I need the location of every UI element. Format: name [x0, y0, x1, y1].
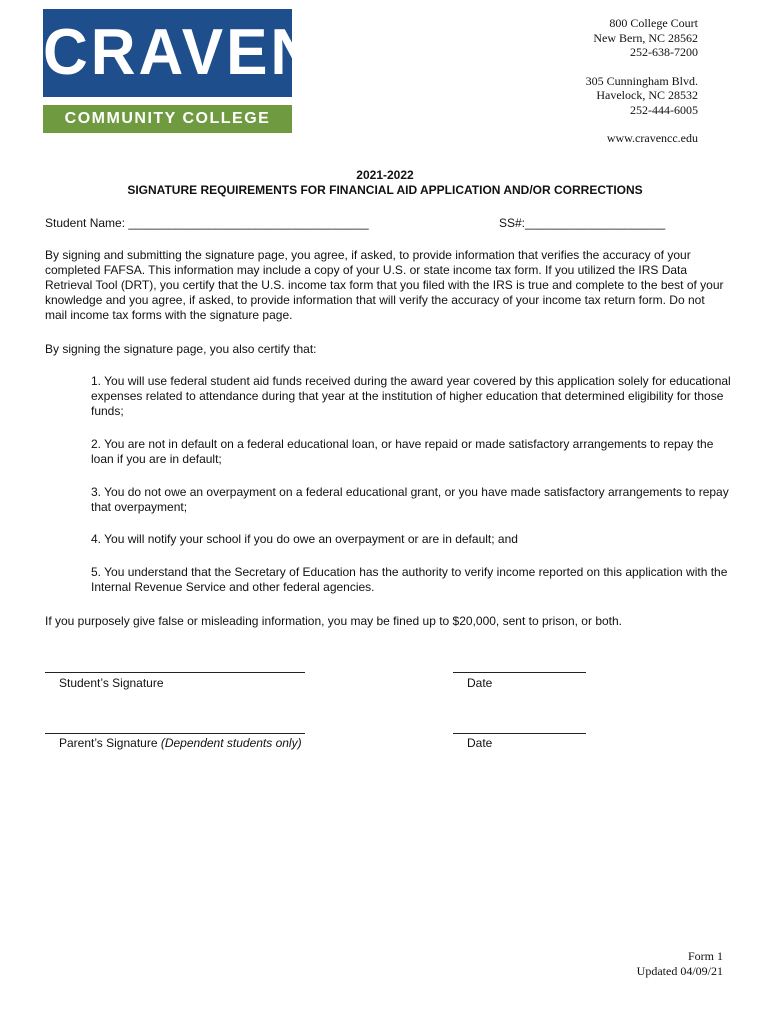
form-title: SIGNATURE REQUIREMENTS FOR FINANCIAL AID APPLICATION AND/OR CORRECTIONS: [127, 183, 643, 197]
certification-item: 4. You will notify your school if you do owe an overpayment or are in default; and: [91, 532, 518, 546]
address-block: [586, 16, 698, 146]
phone-number: 252-444-6005: [630, 102, 698, 117]
address-line: 800 College Court: [609, 16, 698, 30]
dependent-note: (Dependent students only): [160, 736, 302, 750]
parent-signature-text: Parent’s Signature: [59, 736, 161, 750]
address-line: Havelock, NC 28532: [596, 88, 698, 102]
certification-item: 1. You will use federal student aid funds received during the award year covered by this application solely for educational expenses related to attendance during that year at the institution of higher education that determined eligibility for those funds;: [91, 374, 731, 418]
address-line: New Bern, NC 28562: [593, 30, 698, 45]
address-line: 305 Cunningham Blvd.: [585, 73, 698, 88]
updated-date: Updated 04/09/21: [636, 964, 723, 978]
phone-number: 252-638-7200: [630, 45, 698, 59]
student-date-label: Date: [467, 676, 493, 690]
parent-signature-line[interactable]: [45, 733, 305, 734]
warning-paragraph: If you purposely give false or misleading information, you may be fined up to $20,000, sent to prison, or both.: [45, 614, 623, 628]
form-year: 2021-2022: [356, 168, 414, 182]
college-logo: [43, 9, 319, 127]
website-link[interactable]: www.cravencc.edu: [606, 131, 698, 145]
certification-item: 2. You are not in default on a federal educational loan, or have repaid or made satisfactory arrangements to repay the loan if you are in default;: [91, 437, 714, 466]
certify-paragraph: By signing the signature page, you also certify that:: [45, 342, 317, 356]
form-footer: [637, 949, 723, 979]
logo-wordmark: CRAVEN: [43, 9, 292, 97]
student-name-field[interactable]: Student Name: ____________________________________: [45, 216, 369, 230]
parent-date-line[interactable]: [453, 733, 586, 734]
student-date-line[interactable]: [453, 672, 586, 673]
certification-item: 5. You understand that the Secretary of Education has the authority to verify income reported on this application with the Internal Revenue Service and other federal agencies.: [91, 565, 728, 594]
intro-paragraph: By signing and submitting the signature page, you agree, if asked, to provide information that verifies the accuracy of your completed FAFSA. This information may include a copy of your U.S. or state income tax form. If you utilized the IRS Data Retrieval Tool (DRT), you certify that the U.S. income tax form that you filed with the IRS is true and complete to the best of your knowledge and you agree, if asked, to provide information that will verify the accuracy of your income tax return form. Do not mail income tax forms with the signature page.: [45, 248, 724, 322]
student-signature-line[interactable]: [45, 672, 305, 673]
parent-date-label: Date: [467, 736, 493, 750]
student-signature-label: Student’s Signature: [59, 676, 164, 690]
certification-item: 3. You do not owe an overpayment on a federal educational grant, or you have made satisfactory arrangements to repay that overpayment;: [91, 485, 729, 514]
parent-signature-label: [59, 736, 302, 751]
form-number: Form 1: [687, 949, 723, 963]
ssn-field[interactable]: SS#:_____________________: [499, 216, 666, 230]
logo-subtitle: COMMUNITY COLLEGE: [43, 105, 292, 133]
